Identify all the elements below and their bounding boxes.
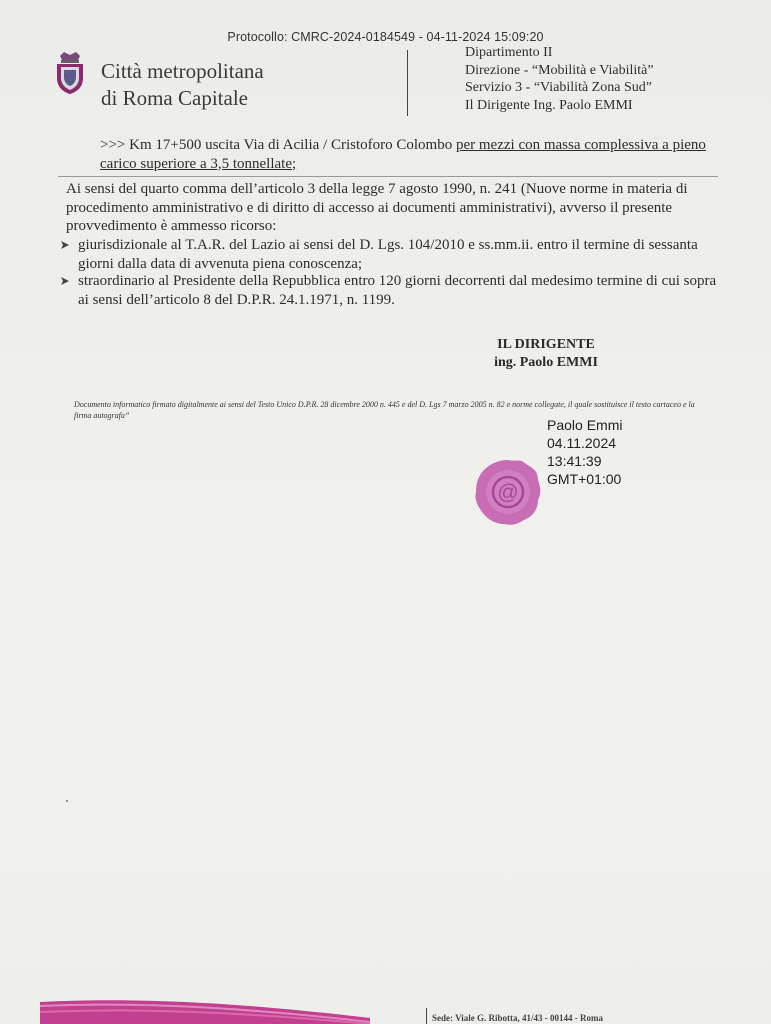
signature-title: IL DIRIGENTE (497, 337, 595, 352)
signature-block (486, 336, 606, 372)
digital-signature-name: Paolo Emmi (547, 417, 623, 433)
digital-signature-stamp (547, 416, 622, 488)
footer-decoration (40, 996, 370, 1024)
appeal-bullet-tar: giurisdizionale al T.A.R. del Lazio ai sensi del D. Lgs. 104/2010 e ss.mm.ii. entro il termine di sessanta giorni dalla data di avvenuta piena conoscenza; (78, 237, 698, 272)
signature-name: ing. Paolo EMMI (494, 355, 598, 370)
speck (66, 800, 68, 802)
wax-seal-icon (472, 456, 544, 528)
km-paragraph (100, 136, 720, 173)
appeal-bullet-president: straordinario al Presidente della Repubblica entro 120 giorni decorrenti dal medesimo termine di cui sopra ai sensi dell’articolo 8 del D.P.R. 24.1.1971, n. 1199. (78, 273, 717, 308)
department-line: Direzione - “Mobilità e Viabilità” (465, 62, 654, 78)
organization-name (101, 58, 264, 112)
arrow-bullet-icon (60, 276, 70, 286)
km-underlined-text: per mezzi con massa complessiva a pieno carico superiore a 3,5 tonnellate; (100, 137, 706, 172)
department-line: Dipartimento II (465, 45, 553, 60)
department-line: Il Dirigente Ing. Paolo EMMI (465, 97, 633, 113)
organization-name-line2: di Roma Capitale (101, 86, 248, 110)
organization-name-line1: Città metropolitana (101, 59, 264, 83)
digital-signature-timezone: GMT+01:00 (547, 471, 622, 487)
seal-symbol: @ (497, 481, 519, 504)
footer-divider (426, 1008, 427, 1024)
city-crest-logo (52, 50, 88, 96)
footer-address: Sede: Viale G. Ribotta, 41/43 - 00144 - Roma (432, 1013, 603, 1023)
digital-signature-note: Documento informatico firmato digitalmente ai sensi del Testo Unico D.P.R. 28 dicembre 2000 n. 445 e del D. Lgs 7 marzo 2005 n. 82 e norme collegate, il quale sostituisce il testo cartaceo e la firma autografa” (74, 400, 695, 420)
law-paragraph: Ai sensi del quarto comma dell’articolo 3 della legge 7 agosto 1990, n. 241 (Nuove norme in materia di procedimento amministrativo e di diritto di accesso ai documenti amministrativi), avverso il presente provvedimento è ammesso ricorso: (66, 181, 688, 234)
arrow-bullet-icon (60, 240, 70, 250)
protocol-number: Protocollo: CMRC-2024-0184549 - 04-11-2024 15:09:20 (227, 30, 544, 44)
department-block (465, 44, 654, 114)
km-prefix: >>> Km 17+500 uscita Via di Acilia / Cristoforo Colombo (100, 137, 456, 153)
section-rule (58, 176, 718, 177)
header-divider (407, 50, 408, 116)
department-line: Servizio 3 - “Viabilità Zona Sud” (465, 80, 652, 95)
digital-signature-time: 13:41:39 (547, 453, 602, 469)
digital-signature-date: 04.11.2024 (547, 435, 617, 451)
